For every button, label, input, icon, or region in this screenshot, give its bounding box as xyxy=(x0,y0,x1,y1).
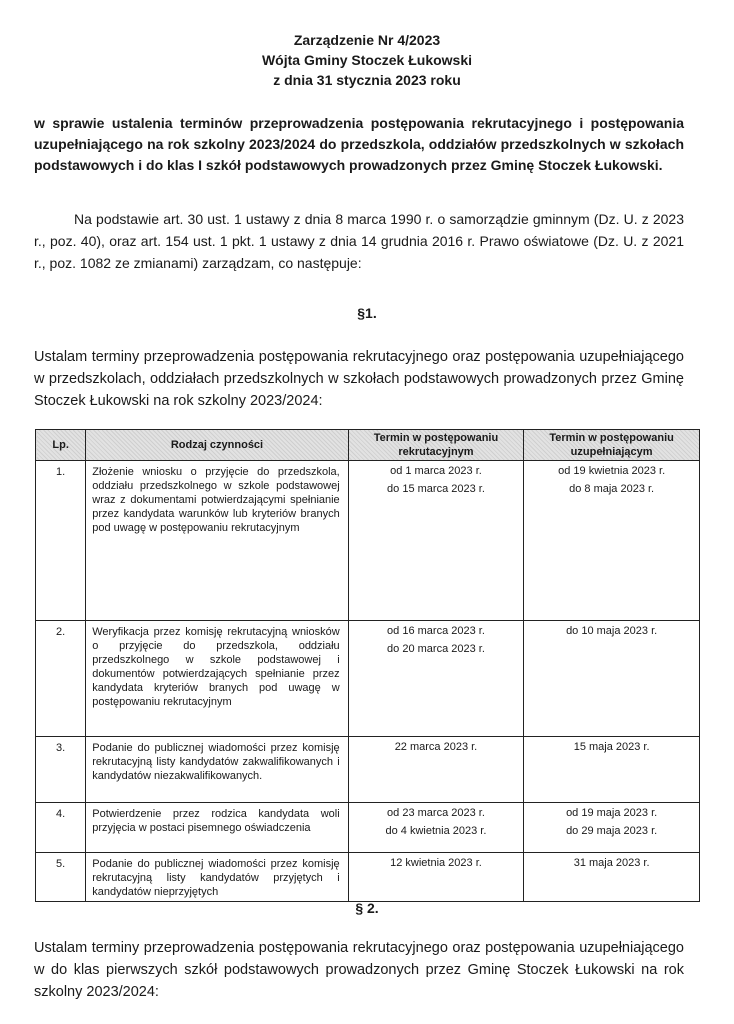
supplementary-term xyxy=(524,737,700,803)
table-row xyxy=(36,621,700,737)
recruitment-term-line: 22 marca 2023 r. xyxy=(394,741,478,753)
document-header xyxy=(0,30,734,90)
schedule-body xyxy=(36,461,700,902)
supplementary-term-line: od 19 kwietnia 2023 r. xyxy=(558,465,666,477)
recruitment-term xyxy=(348,803,524,853)
schedule-table xyxy=(35,429,700,902)
table-row xyxy=(36,853,700,902)
ordinance-number: Zarządzenie Nr 4/2023 xyxy=(293,32,441,48)
legal-basis: Na podstawie art. 30 ust. 1 ustawy z dnia 8 marca 1990 r. o samorządzie gminnym (Dz. U. z 2023 r., poz. 40), oraz art. 154 ust. 1 pkt. 1 ustawy z dnia 14 grudnia 2016 r. Prawo oświatowe (Dz. U. z 2021 r., poz. 1082 ze zmianami) zarządzam, co następuje: xyxy=(34,211,684,271)
recruitment-term xyxy=(348,621,524,737)
supplementary-term-line: 31 maja 2023 r. xyxy=(573,857,650,869)
row-number: 5. xyxy=(36,853,86,902)
table-row xyxy=(36,803,700,853)
activity-description: Weryfikacja przez komisję rekrutacyjną wniosków o przyjęcie do przedszkola, oddziału przedszkolnego w szkole podstawowej i dokumentów potwierdzających spełnianie przez kandydata kryteriów branych pod uwagę w postępowaniu rekrutacyjnym xyxy=(86,621,348,737)
activity-description: Potwierdzenie przez rodzica kandydata woli przyjęcia w postaci pisemnego oświadczenia xyxy=(86,803,348,853)
ordinance-issuer: Wójta Gminy Stoczek Łukowski xyxy=(261,52,473,68)
recruitment-term-line: od 16 marca 2023 r. xyxy=(387,625,485,637)
recruitment-term-line: do 4 kwietnia 2023 r. xyxy=(385,825,487,837)
recruitment-term-line: od 23 marca 2023 r. xyxy=(387,807,485,819)
ordinance-subject: w sprawie ustalenia terminów przeprowadzenia postępowania rekrutacyjnego i postępowania uzupełniającego na rok szkolny 2023/2024 do przedszkola, oddziałów przedszkolnych w szkołach podstawowych i do klas I szkół podstawowych prowadzonych przez Gminę Stoczek Łukowski. xyxy=(34,115,684,173)
recruitment-term xyxy=(348,737,524,803)
recruitment-term-line: do 20 marca 2023 r. xyxy=(387,643,485,655)
supplementary-term xyxy=(524,853,700,902)
supplementary-term-line: od 19 maja 2023 r. xyxy=(566,807,658,819)
table-row xyxy=(36,737,700,803)
section-2-sign: § 2. xyxy=(355,900,379,916)
row-number: 1. xyxy=(36,461,86,621)
header-activity: Rodzaj czynności xyxy=(86,430,348,461)
supplementary-term xyxy=(524,621,700,737)
supplementary-term-line: do 29 maja 2023 r. xyxy=(566,825,658,837)
recruitment-term-line: od 1 marca 2023 r. xyxy=(390,465,482,477)
section-1-sign: §1. xyxy=(357,305,377,321)
recruitment-term-line: 12 kwietnia 2023 r. xyxy=(390,857,482,869)
section-2-intro: Ustalam terminy przeprowadzenia postępowania rekrutacyjnego oraz postępowania uzupełniającego w do klas pierwszych szkół podstawowych prowadzonych przez Gminę Stoczek Łukowski na rok szkolny 2023/2024: xyxy=(34,940,684,1000)
header-lp: Lp. xyxy=(36,430,86,461)
activity-description: Złożenie wniosku o przyjęcie do przedszkola, oddziału przedszkolnego w szkole podstawowej wraz z dokumentami potwierdzającymi spełnianie przez kandydata warunków lub kryteriów branych pod uwagę w postępowaniu rekrutacyjnym xyxy=(86,461,348,621)
recruitment-term-line: do 15 marca 2023 r. xyxy=(387,483,485,495)
supplementary-term-line: do 10 maja 2023 r. xyxy=(566,625,658,637)
supplementary-term-line: 15 maja 2023 r. xyxy=(573,741,650,753)
row-number: 4. xyxy=(36,803,86,853)
ordinance-date: z dnia 31 stycznia 2023 roku xyxy=(273,72,461,88)
header-recruitment: Termin w postępowaniu rekrutacyjnym xyxy=(348,430,524,461)
supplementary-term-line: do 8 maja 2023 r. xyxy=(569,483,655,495)
recruitment-term xyxy=(348,853,524,902)
table-row xyxy=(36,461,700,621)
recruitment-term xyxy=(348,461,524,621)
header-supplementary: Termin w postępowaniu uzupełniającym xyxy=(524,430,700,461)
table-header-row xyxy=(36,430,700,461)
activity-description: Podanie do publicznej wiadomości przez komisję rekrutacyjną listy kandydatów zakwalifikowanych i kandydatów niezakwalifikowanych. xyxy=(86,737,348,803)
activity-description: Podanie do publicznej wiadomości przez komisję rekrutacyjną listy kandydatów przyjętych i kandydatów nieprzyjętych xyxy=(86,853,348,902)
supplementary-term xyxy=(524,803,700,853)
row-number: 2. xyxy=(36,621,86,737)
supplementary-term xyxy=(524,461,700,621)
row-number: 3. xyxy=(36,737,86,803)
section-1-intro: Ustalam terminy przeprowadzenia postępowania rekrutacyjnego oraz postępowania uzupełniającego w przedszkolach, oddziałach przedszkolnych w szkołach podstawowych prowadzonych przez Gminę Stoczek Łukowski na rok szkolny 2023/2024: xyxy=(34,349,684,409)
